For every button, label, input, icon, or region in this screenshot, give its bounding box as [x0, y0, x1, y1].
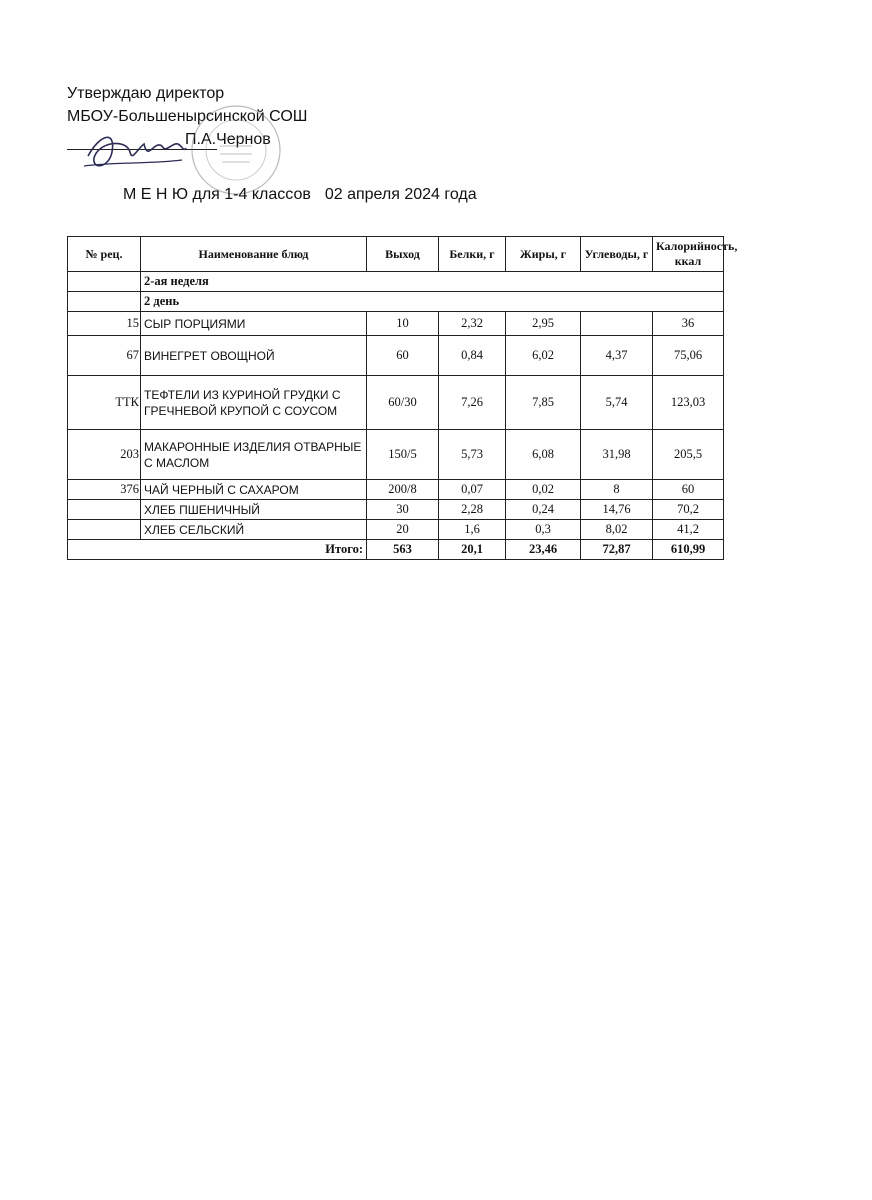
header-name: Наименование блюд: [141, 237, 367, 272]
table-row: [68, 312, 724, 336]
row-carbs: 31,98: [581, 430, 653, 480]
row-yield: 60/30: [367, 376, 439, 430]
total-row: [68, 540, 724, 560]
header-protein: Белки, г: [439, 237, 506, 272]
total-kcal: 610,99: [653, 540, 724, 560]
row-yield: 20: [367, 520, 439, 540]
row-carbs: 5,74: [581, 376, 653, 430]
row-code: 67: [68, 336, 141, 376]
row-kcal: 41,2: [653, 520, 724, 540]
menu-title-text: М Е Н Ю для 1-4 классов: [123, 186, 311, 203]
header-kcal: Калорийность, ккал: [653, 237, 724, 272]
row-fat: 0,24: [506, 500, 581, 520]
row-carbs: 8: [581, 480, 653, 500]
table-row: [68, 336, 724, 376]
row-yield: 30: [367, 500, 439, 520]
row-dish: МАКАРОННЫЕ ИЗДЕЛИЯ ОТВАРНЫЕ С МАСЛОМ: [141, 430, 367, 480]
row-kcal: 60: [653, 480, 724, 500]
row-kcal: 36: [653, 312, 724, 336]
signer-name: П.А.Чернов: [185, 131, 271, 148]
row-yield: 10: [367, 312, 439, 336]
row-dish: СЫР ПОРЦИЯМИ: [141, 312, 367, 336]
total-carbs: 72,87: [581, 540, 653, 560]
menu-title: [123, 186, 477, 204]
row-protein: 2,32: [439, 312, 506, 336]
row-code: [68, 520, 141, 540]
row-code: ТТК: [68, 376, 141, 430]
row-dish: ВИНЕГРЕТ ОВОЩНОЙ: [141, 336, 367, 376]
row-protein: 2,28: [439, 500, 506, 520]
row-kcal: 75,06: [653, 336, 724, 376]
table-row: [68, 500, 724, 520]
row-fat: 0,02: [506, 480, 581, 500]
row-yield: 150/5: [367, 430, 439, 480]
table-row: [68, 520, 724, 540]
row-fat: 6,02: [506, 336, 581, 376]
row-kcal: 70,2: [653, 500, 724, 520]
row-fat: 6,08: [506, 430, 581, 480]
total-yield: 563: [367, 540, 439, 560]
row-protein: 5,73: [439, 430, 506, 480]
total-fat: 23,46: [506, 540, 581, 560]
row-dish: ТЕФТЕЛИ ИЗ КУРИНОЙ ГРУДКИ С ГРЕЧНЕВОЙ КРУПОЙ С СОУСОМ: [141, 376, 367, 430]
approval-title: Утверждаю директор: [67, 85, 225, 102]
row-dish: ХЛЕБ ПШЕНИЧНЫЙ: [141, 500, 367, 520]
row-yield: 200/8: [367, 480, 439, 500]
row-yield: 60: [367, 336, 439, 376]
row-dish: ХЛЕБ СЕЛЬСКИЙ: [141, 520, 367, 540]
row-kcal: 123,03: [653, 376, 724, 430]
row-code: 15: [68, 312, 141, 336]
table-row: [68, 480, 724, 500]
week-row: [68, 272, 724, 292]
week-label: 2-ая неделя: [141, 272, 724, 292]
approval-school: МБОУ-Большенырсинской СОШ: [67, 108, 308, 125]
row-fat: 2,95: [506, 312, 581, 336]
menu-table: [67, 236, 738, 560]
menu-date: 02 апреля 2024 года: [324, 186, 477, 203]
row-carbs: 4,37: [581, 336, 653, 376]
row-code: 376: [68, 480, 141, 500]
row-code: [68, 500, 141, 520]
row-protein: 1,6: [439, 520, 506, 540]
row-protein: 7,26: [439, 376, 506, 430]
day-row: [68, 292, 724, 312]
total-protein: 20,1: [439, 540, 506, 560]
header-carbs: Углеводы, г: [581, 237, 653, 272]
row-carbs: 8,02: [581, 520, 653, 540]
row-fat: 0,3: [506, 520, 581, 540]
row-carbs: 14,76: [581, 500, 653, 520]
total-label: Итого:: [68, 540, 367, 560]
school-seal: [176, 100, 296, 200]
row-carbs: [581, 312, 653, 336]
row-fat: 7,85: [506, 376, 581, 430]
row-code: 203: [68, 430, 141, 480]
table-row: [68, 430, 724, 480]
row-protein: 0,84: [439, 336, 506, 376]
row-kcal: 205,5: [653, 430, 724, 480]
day-label: 2 день: [141, 292, 724, 312]
table-row: [68, 376, 724, 430]
table-header-row: [68, 237, 724, 272]
row-dish: ЧАЙ ЧЕРНЫЙ С САХАРОМ: [141, 480, 367, 500]
header-fat: Жиры, г: [506, 237, 581, 272]
row-protein: 0,07: [439, 480, 506, 500]
header-code: № рец.: [68, 237, 141, 272]
header-yield: Выход: [367, 237, 439, 272]
